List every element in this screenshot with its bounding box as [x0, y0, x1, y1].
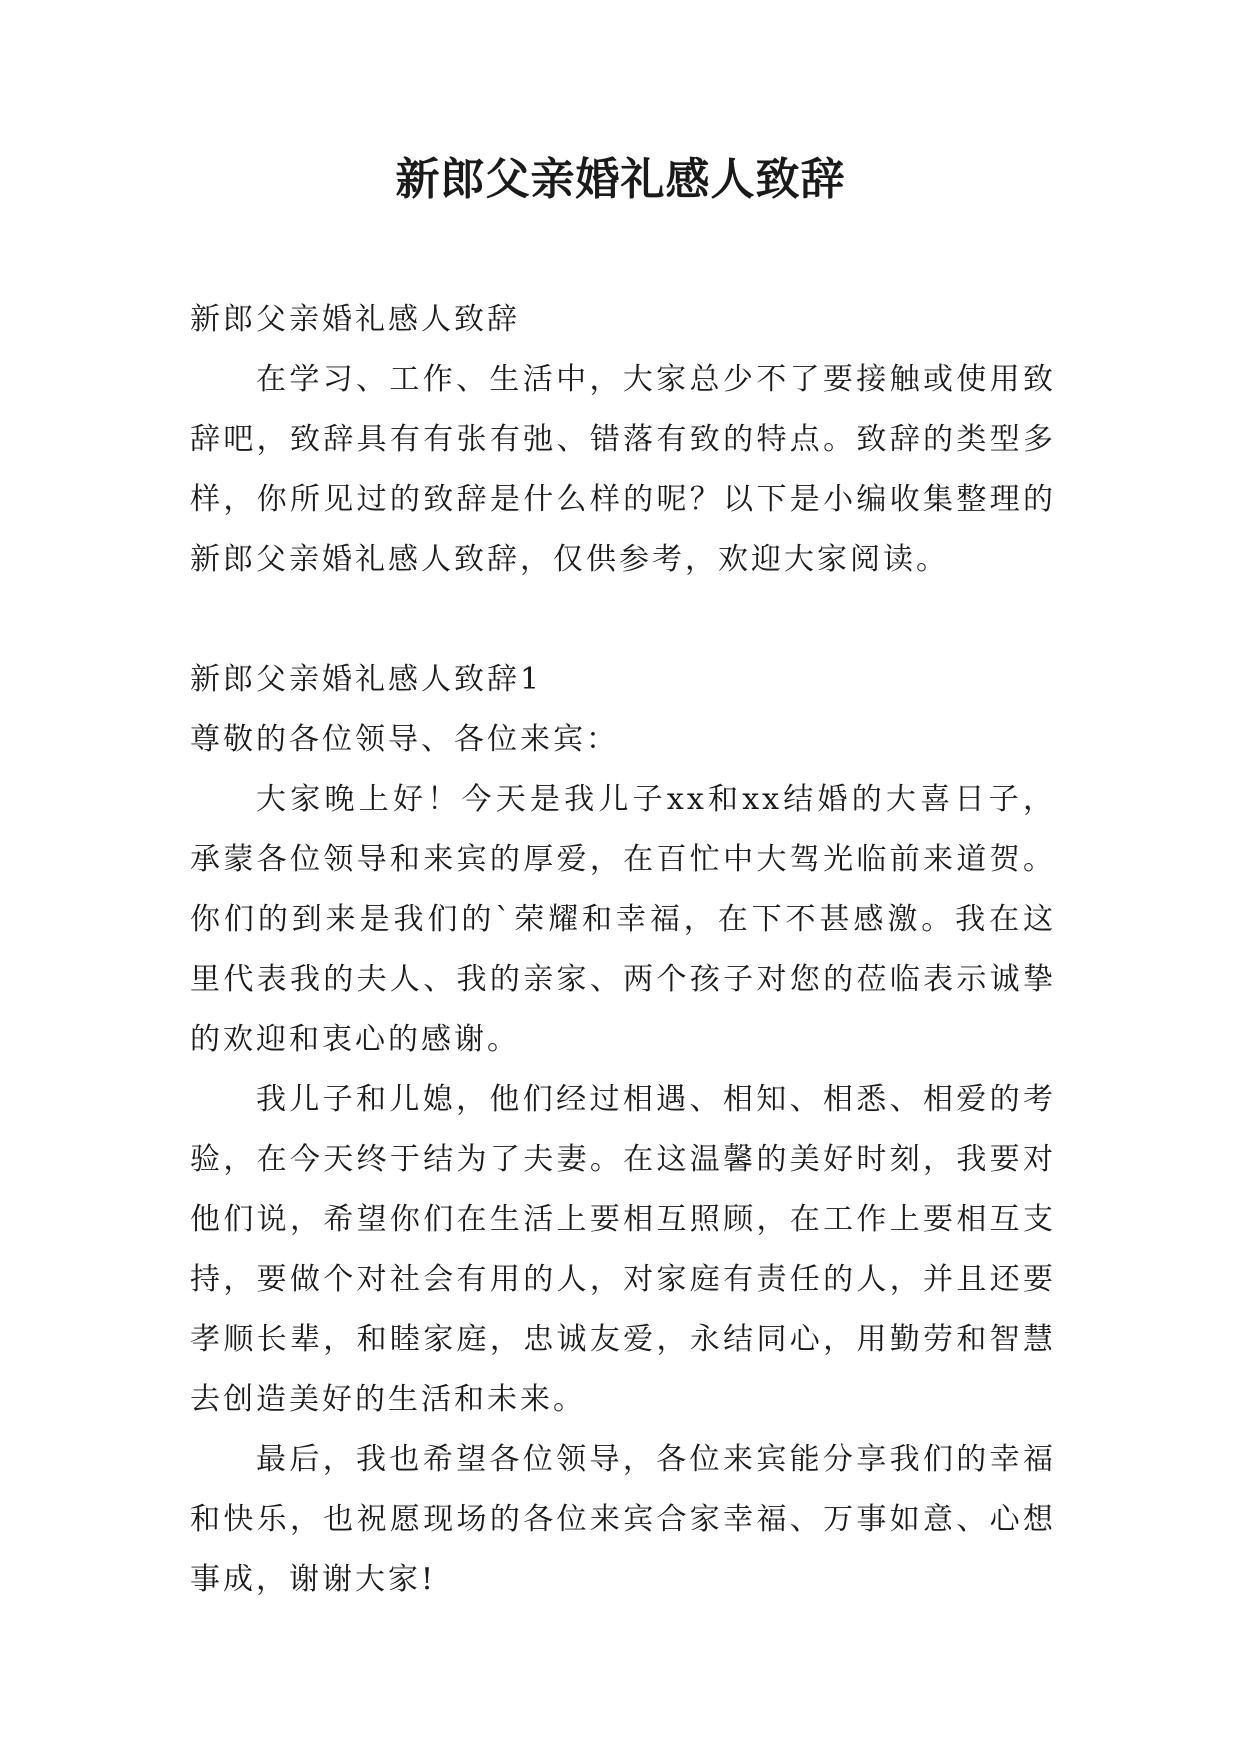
document-body — [190, 290, 1056, 1610]
body-paragraph: 我儿子和儿媳，他们经过相遇、相知、相悉、相爱的考验，在今天终于结为了夫妻。在这温馨的美好时刻，我要对他们说，希望你们在生活上要相互照顾，在工作上要相互支持，要做个对社会有用的人，对家庭有责任的人，并且还要孝顺长辈，和睦家庭，忠诚友爱，永结同心，用勤劳和智慧去创造美好的生活和未来。 — [190, 1082, 1056, 1417]
section-title: 新郎父亲婚礼感人致辞1 — [190, 662, 543, 697]
body-paragraph: 大家晚上好！今天是我儿子xx和xx结婚的大喜日子，承蒙各位领导和来宾的厚爱，在百忙中大驾光临前来道贺。你们的到来是我们的`荣耀和幸福，在下不甚感激。我在这里代表我的夫人、我的亲家、两个孩子对您的莅临表示诚挚的欢迎和衷心的感谢。 — [190, 782, 1056, 1057]
intro-paragraph: 在学习、工作、生活中，大家总少不了要接触或使用致辞吧，致辞具有有张有弛、错落有致的特点。致辞的类型多样，你所见过的致辞是什么样的呢？以下是小编收集整理的新郎父亲婚礼感人致辞，仅供参考，欢迎大家阅读。 — [190, 362, 1056, 577]
document-title: 新郎父亲婚礼感人致辞 — [395, 154, 846, 205]
body-paragraph: 最后，我也希望各位领导，各位来宾能分享我们的幸福和快乐，也祝愿现场的各位来宾合家幸福、万事如意、心想事成，谢谢大家! — [190, 1442, 1056, 1597]
salutation: 尊敬的各位领导、各位来宾： — [190, 722, 619, 757]
spacer — [190, 590, 1056, 650]
heading-repeat: 新郎父亲婚礼感人致辞 — [190, 302, 520, 337]
